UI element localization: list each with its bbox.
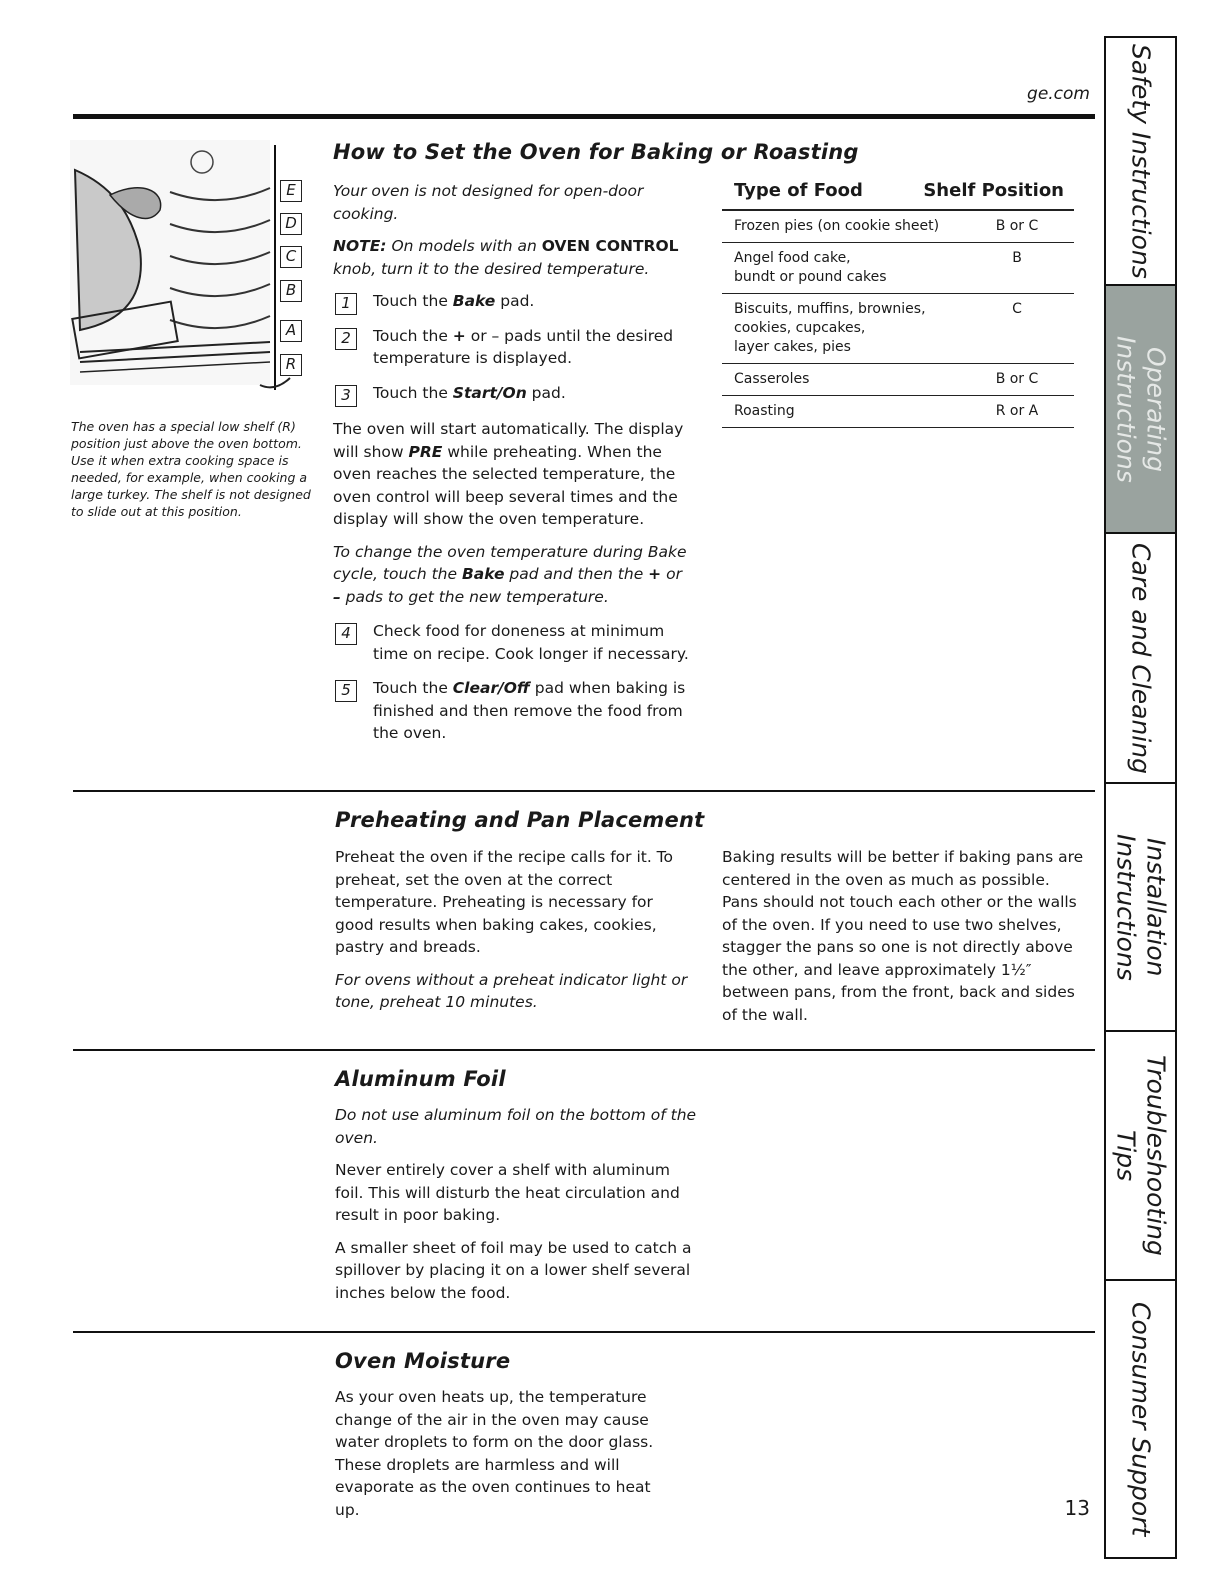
step-4 xyxy=(333,620,693,665)
tab-operating-instructions[interactable] xyxy=(1106,286,1175,534)
tab-consumer-support[interactable] xyxy=(1106,1281,1175,1557)
change-or: or xyxy=(661,565,682,583)
section-divider xyxy=(73,790,1095,792)
change-text-post: pads to get the new temperature. xyxy=(340,587,609,606)
table-row xyxy=(722,243,1074,294)
tab-care-and-cleaning[interactable] xyxy=(1106,534,1175,784)
header-type-of-food: Type of Food xyxy=(734,180,863,201)
food-cell: Biscuits, muffins, brownies, cookies, cupcakes, layer cakes, pies xyxy=(734,301,926,355)
tab-safety-instructions[interactable] xyxy=(1106,38,1175,286)
tab-installation-instructions[interactable] xyxy=(1106,784,1175,1032)
note-text-pre: On models with an xyxy=(386,237,542,255)
shelf-label-a: A xyxy=(280,320,302,342)
shelf-position-table xyxy=(722,180,1074,428)
step-number: 1 xyxy=(335,293,357,315)
auto-start-paragraph xyxy=(333,418,693,531)
figure-caption: The oven has a special low shelf (R) position just above the oven bottom. Use it when extra cooking space is needed, for example, when cooking a large turkey. The shelf is not designed to slide out at this position. xyxy=(71,419,311,519)
shelf-cell: B or C xyxy=(995,218,1039,234)
table-row xyxy=(722,211,1074,243)
shelf-label-e: E xyxy=(280,180,302,202)
shelf-label-b: B xyxy=(280,280,302,302)
header-rule xyxy=(73,114,1095,119)
table-row xyxy=(722,364,1074,396)
shelf-label-c: C xyxy=(280,246,302,268)
tab-label: Care and Cleaning xyxy=(1126,542,1156,774)
tab-label: Consumer Support xyxy=(1126,1301,1156,1537)
foil-title: Aluminum Foil xyxy=(335,1067,506,1091)
tab-label: Troubleshooting Tips xyxy=(1111,1055,1171,1256)
preheating-p1: Preheat the oven if the recipe calls for it. To preheat, set the oven at the correct temperature. Preheating is necessary for good results when baking cakes, cookies, pastry and breads. xyxy=(335,848,673,956)
step-text: Touch the xyxy=(373,292,453,310)
step-1 xyxy=(333,290,693,313)
auto-text-pre: The oven will start automatically. The display will show xyxy=(333,420,684,461)
table-row xyxy=(722,396,1074,428)
change-text-mid: pad and then the xyxy=(504,565,649,583)
baking-title: How to Set the Oven for Baking or Roasting xyxy=(333,140,859,164)
step-bold: Start/On xyxy=(452,383,527,402)
section-tabs xyxy=(1104,36,1177,1559)
shelf-cell: R or A xyxy=(995,403,1039,419)
foil-p1: Do not use aluminum foil on the bottom of the oven. xyxy=(335,1106,697,1147)
foil-p3: A smaller sheet of foil may be used to catch a spillover by placing it on a lower shelf several inches below the food. xyxy=(335,1238,692,1302)
oven-shelf-illustration xyxy=(70,140,315,405)
auto-bold: PRE xyxy=(408,442,443,461)
step-bold: Clear/Off xyxy=(452,679,530,697)
page-number: 13 xyxy=(1064,1496,1090,1520)
change-text-pre: To change the oven temperature during Bake cycle, touch the xyxy=(333,542,687,583)
moisture-body xyxy=(335,1386,665,1531)
note-bold: OVEN CONTROL xyxy=(541,237,679,255)
step-2 xyxy=(333,325,693,370)
step-3 xyxy=(333,382,693,405)
site-url: ge.com xyxy=(1027,84,1090,104)
step-number: 2 xyxy=(335,328,357,350)
step-text: Touch the xyxy=(373,326,453,345)
step-number: 4 xyxy=(335,623,357,645)
foil-body xyxy=(335,1104,700,1314)
step-bold: Bake xyxy=(452,292,496,310)
step-text: Touch the xyxy=(373,383,453,402)
auto-text-post: while preheating. When the oven reaches the selected temperature, the oven control will beep several times and the display will show the oven temperature. xyxy=(333,442,678,528)
tab-label: Safety Instructions xyxy=(1126,43,1156,279)
shelf-cell: B or C xyxy=(995,371,1039,387)
step-number: 3 xyxy=(335,385,357,407)
shelf-label-d: D xyxy=(280,213,302,235)
step-5 xyxy=(333,677,693,745)
step-text-post: pad when baking is finished and then remove the food from the oven. xyxy=(373,679,686,742)
food-cell: Angel food cake, bundt or pound cakes xyxy=(734,250,887,285)
step-bold: + xyxy=(452,326,466,345)
shelf-cell: C xyxy=(1012,301,1022,317)
step-text: Touch the xyxy=(373,679,453,697)
tab-troubleshooting-tips[interactable] xyxy=(1106,1032,1175,1281)
step-text-post: pad. xyxy=(526,383,566,402)
baking-body xyxy=(333,180,693,757)
tab-label: Operating Instructions xyxy=(1111,335,1171,483)
moisture-p1: As your oven heats up, the temperature change of the air in the oven may cause water droplets to form on the door glass. These droplets are harmless and will evaporate as the oven continues to heat up. xyxy=(335,1388,654,1519)
table-row xyxy=(722,294,1074,364)
preheating-p2: For ovens without a preheat indicator light or tone, preheat 10 minutes. xyxy=(335,970,688,1011)
note-label: NOTE: xyxy=(333,237,387,255)
baking-intro: Your oven is not designed for open-door cooking. xyxy=(333,182,644,223)
step-text: Check food for doneness at minimum time on recipe. Cook longer if necessary. xyxy=(373,622,689,663)
preheating-right xyxy=(722,846,1087,1036)
change-minus: – xyxy=(333,587,341,606)
step-text-post: pad. xyxy=(495,292,535,310)
tab-label: Installation Instructions xyxy=(1111,833,1171,981)
preheating-p3: Baking results will be better if baking pans are centered in the oven as much as possible. Pans should not touch each other or the walls of the oven. If you need to use two shelves, stagger the pans so one is not directly above the other, and leave approximately 1½″ between pans, from the front, back and sides of the wall. xyxy=(722,848,1084,1024)
baking-note xyxy=(333,235,693,280)
food-cell: Frozen pies (on cookie sheet) xyxy=(734,218,940,234)
section-divider xyxy=(73,1049,1095,1051)
shelf-label-r: R xyxy=(280,354,302,376)
foil-p2: Never entirely cover a shelf with aluminum foil. This will disturb the heat circulation and result in poor baking. xyxy=(335,1161,680,1224)
food-cell: Roasting xyxy=(734,403,795,419)
shelf-cell: B xyxy=(1012,250,1022,266)
step-text-post: or – pads until the desired temperature is displayed. xyxy=(373,326,674,367)
step-number: 5 xyxy=(335,680,357,702)
change-plus: + xyxy=(648,565,662,583)
note-text-post: knob, turn it to the desired temperature. xyxy=(333,259,650,278)
header-shelf-position: Shelf Position xyxy=(923,180,1064,201)
moisture-title: Oven Moisture xyxy=(335,1349,511,1373)
oven-illustration-svg xyxy=(70,140,315,405)
section-divider xyxy=(73,1331,1095,1333)
food-cell: Casseroles xyxy=(734,371,810,387)
preheating-title: Preheating and Pan Placement xyxy=(335,808,705,832)
preheating-left xyxy=(335,846,690,1024)
table-header xyxy=(722,180,1074,211)
change-temp-paragraph xyxy=(333,541,693,609)
change-bold: Bake xyxy=(461,565,505,583)
